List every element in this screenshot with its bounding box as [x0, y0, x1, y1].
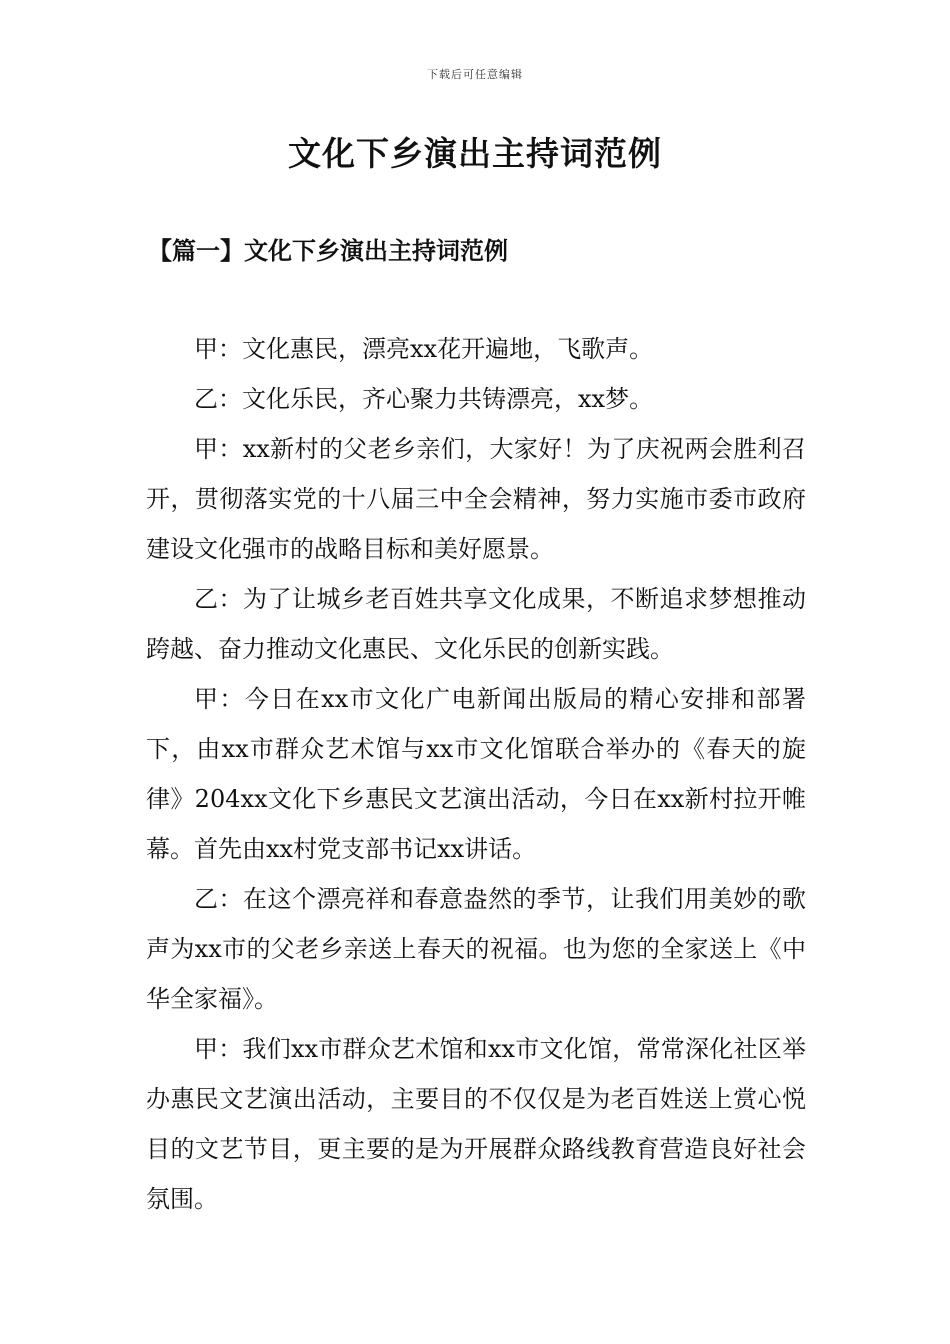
- paragraph: 甲：我们xx市群众艺术馆和xx市文化馆，常常深化社区举办惠民文艺演出活动，主要目的不仅仅是为老百姓送上赏心悦目的文艺节目，更主要的是为开展群众路线教育营造良好社会氛围。: [146, 1035, 806, 1213]
- document-title: 文化下乡演出主持词范例: [288, 134, 662, 173]
- paragraph: 乙：文化乐民，齐心聚力共铸漂亮，xx梦。: [194, 385, 654, 413]
- section-heading: 【篇一】文化下乡演出主持词范例: [148, 236, 508, 265]
- paragraph: 甲：文化惠民，漂亮xx花开遍地，飞歌声。: [194, 335, 654, 363]
- paragraph: 乙：为了让城乡老百姓共享文化成果，不断追求梦想推动跨越、奋力推动文化惠民、文化乐民的创新实践。: [146, 585, 806, 663]
- document-body: [146, 324, 806, 1224]
- paragraph: 乙：在这个漂亮祥和春意盎然的季节，让我们用美妙的歌声为xx市的父老乡亲送上春天的祝福。也为您的全家送上《中华全家福》。: [146, 885, 806, 1013]
- paragraph: 甲：xx新村的父老乡亲们，大家好！为了庆祝两会胜利召开，贯彻落实党的十八届三中全会精神，努力实施市委市政府建设文化强市的战略目标和美好愿景。: [146, 435, 806, 563]
- header-note: 下载后可任意编辑: [427, 68, 523, 81]
- paragraph: 甲：今日在xx市文化广电新闻出版局的精心安排和部署下，由xx市群众艺术馆与xx市文化馆联合举办的《春天的旋律》204xx文化下乡惠民文艺演出活动，今日在xx新村拉开帷幕。首先由xx村党支部书记xx讲话。: [146, 685, 806, 863]
